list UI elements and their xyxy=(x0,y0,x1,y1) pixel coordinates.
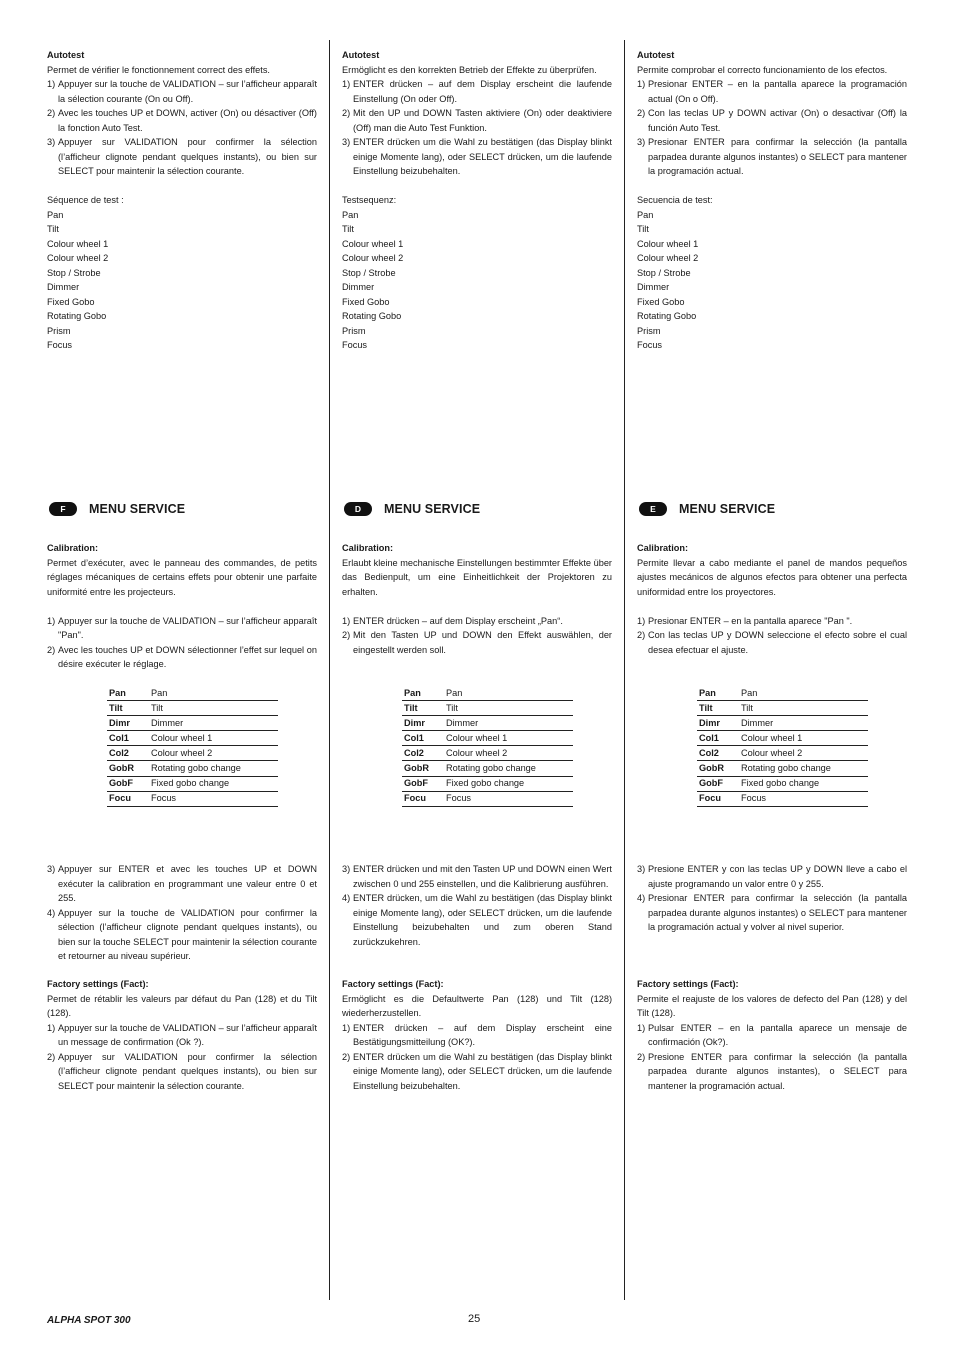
list-text: Presione ENTER para confirmar la selección (la pantalla parpadea durante algunos instantes), o SELECT para mantener la programación actual. xyxy=(648,1051,907,1091)
list-text: ENTER drücken und mit den Tasten UP und DOWN einen Wert zwischen 0 und 255 einstellen, und die Kalibrierung ausführen. xyxy=(353,864,612,889)
factory-settings-section xyxy=(47,977,317,1093)
list-number: 2) xyxy=(47,1051,56,1062)
list-number: 3) xyxy=(47,864,56,874)
effect-code: Col1 xyxy=(697,731,741,746)
list-number: 1) xyxy=(47,615,56,626)
effect-code: Col1 xyxy=(402,731,446,746)
factory-step xyxy=(342,1021,612,1050)
table-row xyxy=(402,686,573,701)
test-sequence-item: Fixed Gobo xyxy=(637,296,685,307)
factory-settings-intro: Permite el reajuste de los valores de defecto del Pan (128) y del Tilt (128). xyxy=(637,993,907,1018)
effect-label: Tilt xyxy=(151,701,278,716)
autotest-step xyxy=(342,135,612,179)
effect-code: Dimr xyxy=(697,716,741,731)
test-sequence-title: Testsequenz: xyxy=(342,195,397,205)
effect-code: GobR xyxy=(402,761,446,776)
effect-code: GobF xyxy=(402,776,446,791)
autotest-step xyxy=(342,77,612,106)
page-number: 25 xyxy=(468,1313,481,1325)
test-sequence-item: Fixed Gobo xyxy=(47,296,95,307)
table-row xyxy=(697,686,868,701)
list-number: 1) xyxy=(637,615,646,626)
list-text: ENTER drücken um die Wahl zu bestätigen (das Display blinkt einige Momente lang), oder SELECT drücken, um die laufende Einstellung beizubehalten. xyxy=(353,137,612,176)
list-text: ENTER drücken um die Wahl zu bestätigen (das Display blinkt einige Momente lang), oder SELECT drücken, um die laufende Einstellung beizubehalten. xyxy=(353,1051,612,1091)
calibration-intro: Permet d’exécuter, avec le panneau des commandes, de petits réglages mécaniques de certains effets pour obtenir une parfaite uniformité entre les projecteurs. xyxy=(47,557,317,597)
calibration-title: Calibration: xyxy=(342,543,394,553)
effect-label: Rotating gobo change xyxy=(151,761,278,776)
factory-step xyxy=(342,1050,612,1094)
calibration-section xyxy=(47,541,317,672)
table-row xyxy=(402,746,573,761)
calibration-step xyxy=(47,614,317,643)
list-text: ENTER drücken – auf dem Display erscheint eine Bestätigungsmitteilung (OK?). xyxy=(353,1022,612,1047)
autotest-intro: Permet de vérifier le fonctionnement correct des effets. xyxy=(47,64,270,75)
factory-step xyxy=(637,1021,907,1050)
effect-label: Focus xyxy=(151,791,278,806)
list-number: 2) xyxy=(637,108,646,118)
calibration-step xyxy=(47,906,317,964)
effect-code: Col2 xyxy=(697,746,741,761)
test-sequence-item: Colour wheel 1 xyxy=(637,238,699,249)
factory-settings-section xyxy=(637,977,907,1093)
effect-code: Dimr xyxy=(107,716,151,731)
calibration-step xyxy=(47,643,317,672)
list-number: 1) xyxy=(637,1022,646,1033)
table-row xyxy=(402,791,573,806)
list-text: Appuyer sur ENTER et avec les touches UP et DOWN exécuter la calibration en programmant une valeur entre 0 et 255. xyxy=(58,864,317,903)
list-number: 1) xyxy=(47,79,56,89)
calibration-step xyxy=(342,614,612,629)
effect-label: Pan xyxy=(151,686,278,701)
table-row xyxy=(697,731,868,746)
list-number: 1) xyxy=(342,79,351,89)
list-text: Pulsar ENTER – en la pantalla aparece un mensaje de confirmación (Ok?). xyxy=(648,1022,907,1047)
effect-codes-table xyxy=(402,686,573,807)
list-number: 2) xyxy=(342,1051,351,1062)
list-number: 2) xyxy=(637,630,646,640)
calibration-step xyxy=(342,862,612,891)
effect-label: Focus xyxy=(446,791,573,806)
test-sequence-item: Rotating Gobo xyxy=(342,311,402,321)
list-text: Con las teclas UP y DOWN activar (On) o desactivar (Off) la función Auto Test. xyxy=(648,108,907,133)
factory-step xyxy=(47,1021,317,1050)
table-row xyxy=(107,716,278,731)
autotest-step xyxy=(47,77,317,106)
autotest-step xyxy=(47,106,317,135)
list-number: 1) xyxy=(47,1022,56,1033)
effect-code: Tilt xyxy=(402,701,446,716)
test-sequence-item: Focus xyxy=(47,340,73,350)
effect-label: Tilt xyxy=(446,701,573,716)
list-number: 2) xyxy=(47,108,56,118)
autotest-title: Autotest xyxy=(637,50,675,60)
effect-code: Dimr xyxy=(402,716,446,731)
calibration-step xyxy=(637,614,907,629)
table-row xyxy=(107,731,278,746)
footer-model: ALPHA SPOT 300 xyxy=(47,1315,131,1326)
effect-label: Colour wheel 1 xyxy=(741,731,868,746)
table-row xyxy=(402,761,573,776)
calibration-step xyxy=(637,862,907,891)
effect-label: Fixed gobo change xyxy=(741,776,868,791)
test-sequence-item: Prism xyxy=(637,325,661,336)
list-text: Appuyer sur la touche de VALIDATION pour confirmer la sélection (l’afficheur clignote pendant quelques instants), ou bien sur la touche SELECT pour maintenir la sélection courante et retourner au niveau supérieur. xyxy=(58,907,317,961)
effect-code: Col2 xyxy=(107,746,151,761)
effect-code: GobR xyxy=(697,761,741,776)
list-number: 3) xyxy=(342,864,351,874)
effect-label: Pan xyxy=(446,686,573,701)
list-text: Presionar ENTER para confirmar la selección (la pantalla parpadea durante algunos instantes) o SELECT para mantener la programación actual. xyxy=(648,137,907,176)
test-sequence-item: Rotating Gobo xyxy=(47,311,107,321)
autotest-section xyxy=(342,48,612,353)
test-sequence-title: Séquence de test : xyxy=(47,195,124,205)
test-sequence-item: Tilt xyxy=(342,224,354,234)
list-number: 4) xyxy=(342,893,351,903)
table-row xyxy=(107,746,278,761)
autotest-intro: Ermöglicht es den korrekten Betrieb der Effekte zu überprüfen. xyxy=(342,64,597,75)
list-text: Appuyer sur la touche de VALIDATION – sur l’afficheur apparaît un message de confirmation (Ok ?). xyxy=(58,1022,317,1047)
list-number: 1) xyxy=(342,615,351,626)
effect-label: Dimmer xyxy=(151,716,278,731)
effect-code: Pan xyxy=(107,686,151,701)
menu-service-title: MENU SERVICE xyxy=(384,502,481,516)
menu-service-heading xyxy=(47,502,185,517)
test-sequence-item: Focus xyxy=(637,340,663,350)
calibration-continued xyxy=(637,862,907,935)
calibration-step xyxy=(342,891,612,949)
test-sequence-item: Tilt xyxy=(47,224,59,234)
effect-label: Colour wheel 2 xyxy=(446,746,573,761)
list-text: Presionar ENTER – en la pantalla aparece "Pan ". xyxy=(648,615,853,626)
effect-label: Rotating gobo change xyxy=(741,761,868,776)
test-sequence-item: Rotating Gobo xyxy=(637,311,697,321)
autotest-step xyxy=(637,106,907,135)
effect-label: Fixed gobo change xyxy=(151,776,278,791)
calibration-title: Calibration: xyxy=(47,543,99,553)
autotest-title: Autotest xyxy=(342,50,380,60)
test-sequence-item: Dimmer xyxy=(637,282,670,292)
list-text: Presione ENTER y con las teclas UP y DOWN lleve a cabo el ajuste programando un valor entre 0 y 255. xyxy=(648,864,907,889)
effect-code: GobR xyxy=(107,761,151,776)
table-row xyxy=(402,716,573,731)
test-sequence-item: Stop / Strobe xyxy=(47,267,101,278)
factory-step xyxy=(47,1050,317,1094)
calibration-step xyxy=(637,628,907,657)
list-number: 1) xyxy=(342,1022,351,1033)
table-row xyxy=(107,686,278,701)
effect-label: Dimmer xyxy=(741,716,868,731)
table-row xyxy=(107,776,278,791)
test-sequence-item: Prism xyxy=(342,325,366,336)
list-number: 2) xyxy=(47,644,56,655)
list-text: ENTER drücken – auf dem Display erscheint „Pan“. xyxy=(353,615,563,626)
test-sequence-item: Colour wheel 1 xyxy=(342,238,404,249)
table-row xyxy=(107,761,278,776)
calibration-continued xyxy=(47,862,317,964)
factory-settings-intro: Permet de rétablir les valeurs par défaut du Pan (128) et du Tilt (128). xyxy=(47,993,317,1018)
effect-label: Colour wheel 1 xyxy=(446,731,573,746)
list-text: Mit den UP und DOWN Tasten aktiviere (On) oder deaktiviere (Off) man die Auto Test Funktion. xyxy=(353,108,612,133)
list-text: Mit den Tasten UP und DOWN den Effekt auswählen, der eingestellt werden soll. xyxy=(353,630,612,655)
list-text: Appuyer sur VALIDATION pour confirmer la sélection (l’afficheur clignote pendant quelques instants), ou bien sur SELECT pour maintenir la sélection courante. xyxy=(58,137,317,176)
factory-settings-intro: Ermöglicht es die Defaultwerte Pan (128) und Tilt (128) wiederherzustellen. xyxy=(342,993,612,1018)
language-badge: E xyxy=(639,502,667,516)
calibration-intro: Permite llevar a cabo mediante el panel de mandos pequeños ajustes mecánicos de algunos efectos para obtener una perfecta uniformidad entre los proyectores. xyxy=(637,557,907,597)
autotest-step xyxy=(342,106,612,135)
table-row xyxy=(697,716,868,731)
calibration-intro: Erlaubt kleine mechanische Einstellungen bestimmter Effekte über das Bedienpult, um eine Einheitlichkeit der Projektoren zu erhalten. xyxy=(342,557,612,597)
effect-code: Pan xyxy=(697,686,741,701)
list-text: Avec les touches UP et DOWN sélectionner l’effet sur lequel on désire exécuter le réglage. xyxy=(58,644,317,669)
list-number: 3) xyxy=(342,137,351,147)
column-divider-1 xyxy=(329,40,330,1300)
list-text: Presionar ENTER para confirmar la selección (la pantalla parpadea durante algunos instantes) o SELECT para mantener la programación actual y volver al nivel superior. xyxy=(648,893,907,932)
test-sequence-item: Pan xyxy=(342,209,359,220)
calibration-step xyxy=(47,862,317,906)
effect-label: Colour wheel 2 xyxy=(151,746,278,761)
effect-code: GobF xyxy=(107,776,151,791)
list-text: Avec les touches UP et DOWN, activer (On) ou désactiver (Off) la fonction Auto Test. xyxy=(58,108,317,133)
menu-service-title: MENU SERVICE xyxy=(89,502,186,516)
table-row xyxy=(697,791,868,806)
list-number: 3) xyxy=(47,137,56,147)
list-text: Appuyer sur la touche de VALIDATION – sur l’afficheur apparaît la sélection courante (On ou Off). xyxy=(58,79,317,104)
test-sequence-item: Dimmer xyxy=(47,282,80,292)
effect-label: Tilt xyxy=(741,701,868,716)
list-number: 3) xyxy=(637,137,646,147)
table-row xyxy=(697,761,868,776)
calibration-title: Calibration: xyxy=(637,543,689,553)
calibration-section xyxy=(637,541,907,657)
effect-label: Pan xyxy=(741,686,868,701)
test-sequence-title: Secuencia de test: xyxy=(637,195,713,205)
list-number: 1) xyxy=(637,79,646,89)
table-row xyxy=(402,776,573,791)
effect-code: Col2 xyxy=(402,746,446,761)
test-sequence-item: Colour wheel 2 xyxy=(47,253,109,263)
menu-service-heading xyxy=(637,502,775,517)
table-row xyxy=(107,701,278,716)
list-number: 4) xyxy=(637,893,646,903)
effect-label: Fixed gobo change xyxy=(446,776,573,791)
autotest-step xyxy=(637,135,907,179)
list-text: ENTER drücken – auf dem Display erscheint die laufende Einstellung (On oder Off). xyxy=(353,79,612,104)
autotest-intro: Permite comprobar el correcto funcionamiento de los efectos. xyxy=(637,64,888,75)
list-number: 2) xyxy=(342,108,351,118)
test-sequence-item: Colour wheel 2 xyxy=(342,253,404,263)
language-badge: F xyxy=(49,502,77,516)
effect-label: Colour wheel 1 xyxy=(151,731,278,746)
list-text: ENTER drücken, um die Wahl zu bestätigen (das Display blinkt einige Momente lang), oder SELECT drücken, um die laufende Einstellung beizubehalten und zum oberen Stand zurückzukehren. xyxy=(353,893,612,947)
effect-codes-table xyxy=(107,686,278,807)
test-sequence-item: Pan xyxy=(637,209,654,220)
autotest-step xyxy=(47,135,317,179)
list-number: 3) xyxy=(637,864,646,874)
list-text: Presionar ENTER – en la pantalla aparece la programación actual (On o Off). xyxy=(648,79,907,104)
table-row xyxy=(697,746,868,761)
factory-settings-title: Factory settings (Fact): xyxy=(342,979,444,989)
test-sequence-item: Fixed Gobo xyxy=(342,296,390,307)
list-text: Con las teclas UP y DOWN seleccione el efecto sobre el cual desea efectuar el ajuste. xyxy=(648,630,907,655)
factory-settings-title: Factory settings (Fact): xyxy=(47,979,149,989)
effect-label: Focus xyxy=(741,791,868,806)
test-sequence-item: Tilt xyxy=(637,224,649,234)
table-row xyxy=(697,701,868,716)
list-text: Appuyer sur la touche de VALIDATION – sur l’afficheur apparaît "Pan". xyxy=(58,615,317,640)
effect-code: Tilt xyxy=(107,701,151,716)
effect-code: Focu xyxy=(697,791,741,806)
effect-code: GobF xyxy=(697,776,741,791)
list-text: Appuyer sur VALIDATION pour confirmer la sélection (l’afficheur clignote pendant quelques instants), ou bien sur SELECT pour maintenir la sélection courante. xyxy=(58,1051,317,1091)
language-badge: D xyxy=(344,502,372,516)
effect-label: Dimmer xyxy=(446,716,573,731)
autotest-step xyxy=(637,77,907,106)
test-sequence-item: Colour wheel 2 xyxy=(637,253,699,263)
effect-label: Rotating gobo change xyxy=(446,761,573,776)
list-number: 2) xyxy=(637,1051,646,1062)
test-sequence-item: Stop / Strobe xyxy=(637,267,691,278)
menu-service-heading xyxy=(342,502,480,517)
factory-step xyxy=(637,1050,907,1094)
autotest-section xyxy=(637,48,907,353)
table-row xyxy=(107,791,278,806)
test-sequence-item: Colour wheel 1 xyxy=(47,238,109,249)
table-row xyxy=(402,701,573,716)
effect-code: Focu xyxy=(107,791,151,806)
test-sequence-item: Stop / Strobe xyxy=(342,267,396,278)
autotest-title: Autotest xyxy=(47,50,85,60)
table-row xyxy=(697,776,868,791)
list-number: 4) xyxy=(47,907,56,918)
effect-code: Pan xyxy=(402,686,446,701)
test-sequence-item: Pan xyxy=(47,209,64,220)
column-divider-2 xyxy=(624,40,625,1300)
effect-codes-table xyxy=(697,686,868,807)
effect-code: Col1 xyxy=(107,731,151,746)
effect-code: Tilt xyxy=(697,701,741,716)
factory-settings-title: Factory settings (Fact): xyxy=(637,979,739,989)
effect-label: Colour wheel 2 xyxy=(741,746,868,761)
autotest-section xyxy=(47,48,317,353)
calibration-step xyxy=(342,628,612,657)
menu-service-title: MENU SERVICE xyxy=(679,502,776,516)
list-number: 2) xyxy=(342,630,351,640)
calibration-step xyxy=(637,891,907,935)
factory-settings-section xyxy=(342,977,612,1093)
test-sequence-item: Dimmer xyxy=(342,282,375,292)
test-sequence-item: Focus xyxy=(342,340,368,350)
effect-code: Focu xyxy=(402,791,446,806)
table-row xyxy=(402,731,573,746)
calibration-section xyxy=(342,541,612,657)
test-sequence-item: Prism xyxy=(47,325,71,336)
calibration-continued xyxy=(342,862,612,949)
